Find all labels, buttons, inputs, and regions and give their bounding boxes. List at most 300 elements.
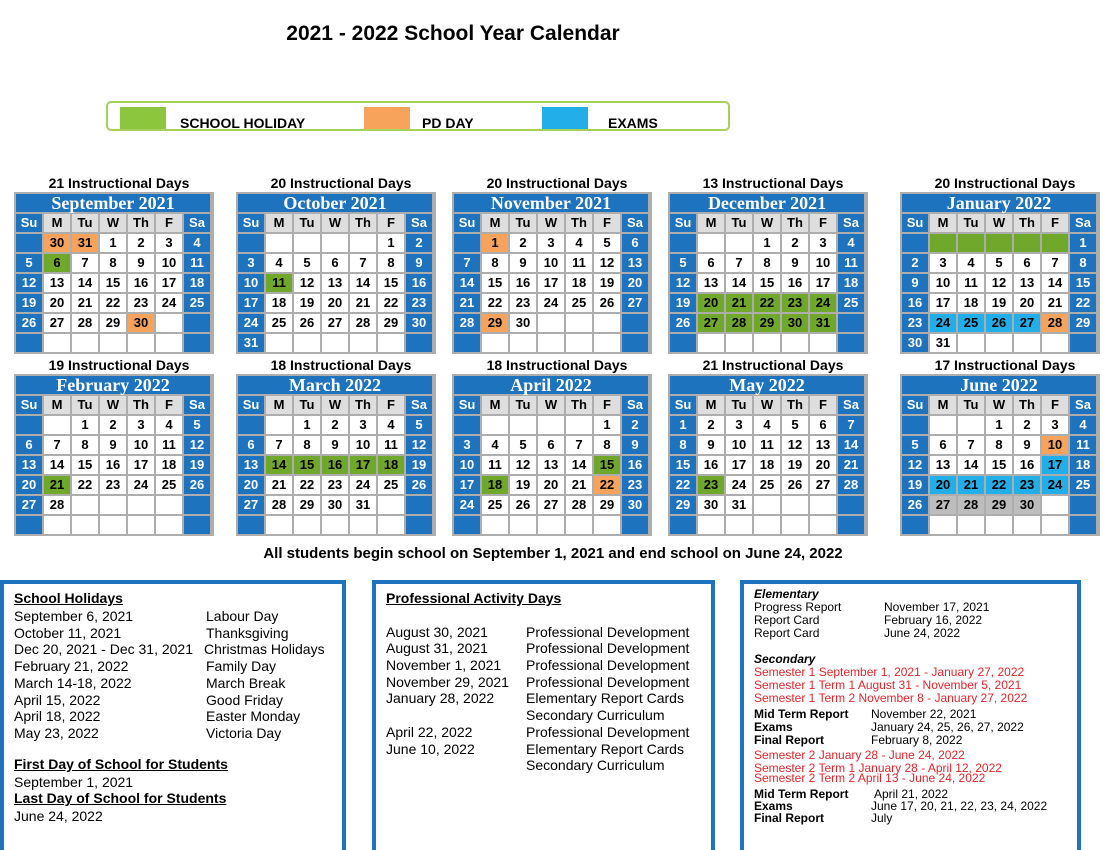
- calendar-empty: [100, 516, 126, 534]
- calendar-empty: [16, 334, 42, 352]
- instructional-days: 20 Instructional Days: [270, 175, 412, 191]
- calendar-empty: [238, 234, 264, 252]
- calendar-empty: [238, 516, 264, 534]
- calendar-day: 20: [1014, 294, 1040, 312]
- weekday-header: Tu: [958, 214, 984, 232]
- calendar-empty: [810, 334, 836, 352]
- page-title: 2021 - 2022 School Year Calendar: [286, 22, 620, 45]
- calendar-day: 17: [726, 456, 752, 474]
- calendar-day: 29: [754, 314, 780, 332]
- pd-description: Secondary Curriculum: [526, 707, 665, 723]
- month-calendar: [900, 174, 1110, 354]
- month-name: January 2022: [902, 194, 1096, 212]
- pd-date: January 28, 2022: [386, 690, 495, 706]
- calendar-day: 14: [958, 456, 984, 474]
- mid-term-value-2: April 21, 2022: [874, 787, 949, 801]
- calendar-day: 11: [754, 436, 780, 454]
- calendar-day: 2: [406, 234, 432, 252]
- month-name: February 2022: [16, 376, 210, 394]
- calendar-day: 24: [156, 294, 182, 312]
- calendar-day: 29: [482, 314, 508, 332]
- holiday-name: Victoria Day: [206, 724, 282, 741]
- calendar-empty: [44, 516, 70, 534]
- calendar-day: 22: [986, 476, 1012, 494]
- weekday-header: Su: [454, 396, 480, 414]
- calendar-empty: [238, 416, 264, 434]
- calendar-day: 18: [266, 294, 292, 312]
- calendar-empty: [698, 234, 724, 252]
- calendar-empty: [406, 516, 432, 534]
- calendar-day: 30: [44, 234, 70, 252]
- calendar-day: 9: [510, 254, 536, 272]
- calendar-day: 24: [930, 314, 956, 332]
- calendar-day: 27: [622, 294, 648, 312]
- calendar-day: 7: [72, 254, 98, 272]
- calendar-day: 24: [350, 476, 376, 494]
- calendar-empty: [266, 334, 292, 352]
- calendar-day: 14: [726, 274, 752, 292]
- calendar-day: 11: [838, 254, 864, 272]
- calendar-day: 12: [510, 456, 536, 474]
- calendar-day: 29: [100, 314, 126, 332]
- weekday-header: M: [930, 396, 956, 414]
- calendar-day: 28: [266, 496, 292, 514]
- month-calendar: [668, 356, 878, 536]
- month-calendar: [900, 356, 1110, 536]
- calendar-day: 26: [782, 476, 808, 494]
- weekday-header: F: [810, 214, 836, 232]
- calendar-day: 22: [72, 476, 98, 494]
- calendar-empty: [782, 334, 808, 352]
- calendar-day: 6: [930, 436, 956, 454]
- calendar-day: 15: [72, 456, 98, 474]
- calendar-empty: [538, 314, 564, 332]
- calendar-empty: [594, 334, 620, 352]
- calendar-empty: [930, 516, 956, 534]
- calendar-day: 26: [594, 294, 620, 312]
- weekday-header: M: [266, 214, 292, 232]
- weekday-header: Su: [16, 396, 42, 414]
- calendar-empty: [754, 334, 780, 352]
- calendar-day: 2: [510, 234, 536, 252]
- calendar-day: 25: [482, 496, 508, 514]
- weekday-header: Tu: [726, 396, 752, 414]
- calendar-empty: [266, 416, 292, 434]
- holiday-name: Family Day: [206, 658, 277, 675]
- calendar-day: 6: [538, 436, 564, 454]
- weekday-header: Th: [128, 214, 154, 232]
- calendar-empty: [622, 334, 648, 352]
- calendar-day: 23: [128, 294, 154, 312]
- calendar-day: 30: [406, 314, 432, 332]
- calendar-day: 12: [986, 274, 1012, 292]
- school-dates-note: All students begin school on September 1, 2021 and end school on June 24, 2022: [263, 545, 843, 562]
- weekday-header: F: [594, 396, 620, 414]
- calendar-day: 24: [454, 496, 480, 514]
- calendar-day: 1: [594, 416, 620, 434]
- calendar-day: 10: [454, 456, 480, 474]
- calendar-day: 21: [566, 476, 592, 494]
- weekday-header: M: [44, 214, 70, 232]
- calendar-day: 20: [698, 294, 724, 312]
- calendar-day: 1: [1070, 234, 1096, 252]
- calendar-day: 26: [406, 476, 432, 494]
- weekday-header: Sa: [406, 396, 432, 414]
- weekday-header: M: [482, 396, 508, 414]
- calendar-day: 13: [698, 274, 724, 292]
- month-name: May 2022: [670, 376, 864, 394]
- calendar-day: 13: [538, 456, 564, 474]
- calendar-day: 4: [838, 234, 864, 252]
- weekday-header: W: [322, 396, 348, 414]
- calendar-day: 11: [958, 274, 984, 292]
- calendar-day: 18: [1070, 456, 1096, 474]
- calendar-day: 8: [986, 436, 1012, 454]
- weekday-header: Su: [454, 214, 480, 232]
- calendar-day: 9: [100, 436, 126, 454]
- calendar-empty: [838, 516, 864, 534]
- calendar-day: 19: [184, 456, 210, 474]
- weekday-header: Th: [128, 396, 154, 414]
- exams-label-1: Exams: [754, 720, 793, 734]
- calendar-empty: [1070, 334, 1096, 352]
- calendar-day: 1: [986, 416, 1012, 434]
- calendar-day: 20: [322, 294, 348, 312]
- weekday-header: Su: [902, 396, 928, 414]
- exams-value-1: January 24, 25, 26, 27, 2022: [871, 720, 1024, 734]
- calendar-day: 14: [454, 274, 480, 292]
- calendar-day: 16: [902, 294, 928, 312]
- month-grid: [668, 192, 868, 354]
- calendar-empty: [1014, 516, 1040, 534]
- calendar-day: 7: [350, 254, 376, 272]
- calendar-day: 12: [670, 274, 696, 292]
- calendar-empty: [184, 516, 210, 534]
- calendar-day: 24: [538, 294, 564, 312]
- calendar-day: 2: [128, 234, 154, 252]
- calendar-empty: [782, 496, 808, 514]
- calendar-day: 3: [810, 234, 836, 252]
- calendar-empty: [156, 516, 182, 534]
- month-name: September 2021: [16, 194, 210, 212]
- weekday-header: Sa: [838, 214, 864, 232]
- weekday-header: Th: [782, 396, 808, 414]
- legend-pd-day: PD DAY: [422, 115, 474, 131]
- calendar-day: 20: [538, 476, 564, 494]
- calendar-day: 17: [538, 274, 564, 292]
- calendar-day: 6: [44, 254, 70, 272]
- calendar-empty: [294, 334, 320, 352]
- calendar-day: 14: [266, 456, 292, 474]
- calendar-day: 10: [156, 254, 182, 272]
- calendar-day: 12: [902, 456, 928, 474]
- calendar-empty: [454, 416, 480, 434]
- weekday-header: Th: [782, 214, 808, 232]
- calendar-empty: [128, 334, 154, 352]
- calendar-day: 4: [184, 234, 210, 252]
- mid-term-label-1: Mid Term Report: [754, 707, 849, 721]
- calendar-day: 11: [1070, 436, 1096, 454]
- calendar-day: 8: [294, 436, 320, 454]
- calendar-day: 11: [482, 456, 508, 474]
- calendar-day: 26: [184, 476, 210, 494]
- calendar-day: 10: [1042, 436, 1068, 454]
- secondary-label: Secondary: [754, 652, 816, 666]
- instructional-days: 18 Instructional Days: [270, 357, 412, 373]
- calendar-empty: [482, 416, 508, 434]
- final-report-value-1: February 8, 2022: [871, 733, 963, 747]
- calendar-day: 15: [754, 274, 780, 292]
- calendar-empty: [510, 416, 536, 434]
- calendar-empty: [902, 234, 928, 252]
- calendar-day: 19: [294, 294, 320, 312]
- calendar-empty: [100, 496, 126, 514]
- calendar-empty: [72, 334, 98, 352]
- calendar-day: 10: [128, 436, 154, 454]
- weekday-header: Tu: [510, 214, 536, 232]
- weekday-header: Su: [670, 214, 696, 232]
- calendar-empty: [156, 334, 182, 352]
- calendar-empty: [350, 334, 376, 352]
- weekday-header: Tu: [510, 396, 536, 414]
- calendar-day: 3: [350, 416, 376, 434]
- calendar-day: 28: [72, 314, 98, 332]
- calendar-empty: [16, 516, 42, 534]
- calendar-day: 6: [16, 436, 42, 454]
- calendar-day: 27: [810, 476, 836, 494]
- weekday-header: F: [378, 396, 404, 414]
- calendar-day: 11: [566, 254, 592, 272]
- calendar-day: 2: [1014, 416, 1040, 434]
- calendar-day: 9: [322, 436, 348, 454]
- weekday-header: W: [754, 396, 780, 414]
- month-name: December 2021: [670, 194, 864, 212]
- calendar-day: 9: [1014, 436, 1040, 454]
- calendar-day: 1: [100, 234, 126, 252]
- calendar-day: 6: [1014, 254, 1040, 272]
- calendar-day: 13: [1014, 274, 1040, 292]
- calendar-empty: [838, 496, 864, 514]
- last-day-value: June 24, 2022: [14, 808, 103, 824]
- weekday-header: Sa: [838, 396, 864, 414]
- month-name: June 2022: [902, 376, 1096, 394]
- calendar-day: 17: [810, 274, 836, 292]
- semester2: Semester 2 January 28 - June 24, 2022: [754, 748, 965, 762]
- exams-label-2: Exams: [754, 799, 793, 813]
- calendar-day: 20: [810, 456, 836, 474]
- semester1: Semester 1 September 1, 2021 - January 27, 2022: [754, 665, 1025, 679]
- calendar-day: 10: [238, 274, 264, 292]
- mid-term-label-2: Mid Term Report: [754, 787, 849, 801]
- calendar-empty: [454, 516, 480, 534]
- calendar-day: 15: [378, 274, 404, 292]
- calendar-day: 4: [156, 416, 182, 434]
- calendar-day: 15: [594, 456, 620, 474]
- calendar-day: 16: [322, 456, 348, 474]
- weekday-header: Tu: [72, 396, 98, 414]
- calendar-empty: [986, 334, 1012, 352]
- calendar-day: 2: [100, 416, 126, 434]
- holiday-date: March 14-18, 2022: [14, 674, 132, 691]
- calendar-empty: [1014, 234, 1040, 252]
- instructional-days: 21 Instructional Days: [48, 175, 190, 191]
- legend-exams: EXAMS: [608, 115, 658, 131]
- calendar-empty: [538, 416, 564, 434]
- calendar-day: 8: [482, 254, 508, 272]
- calendar-day: 16: [622, 456, 648, 474]
- school-holidays-panel: [0, 580, 346, 850]
- calendar-empty: [406, 334, 432, 352]
- calendar-day: 23: [1014, 476, 1040, 494]
- calendar-day: 12: [406, 436, 432, 454]
- calendar-day: 26: [986, 314, 1012, 332]
- calendar-empty: [754, 516, 780, 534]
- calendar-day: 6: [810, 416, 836, 434]
- weekday-header: Su: [238, 396, 264, 414]
- calendar-day: 27: [44, 314, 70, 332]
- calendar-empty: [726, 334, 752, 352]
- calendar-day: 23: [100, 476, 126, 494]
- calendar-empty: [698, 334, 724, 352]
- calendar-day: 22: [1070, 294, 1096, 312]
- calendar-day: 1: [378, 234, 404, 252]
- last-day-label: Last Day of School for Students: [14, 790, 227, 806]
- calendar-day: 5: [986, 254, 1012, 272]
- instructional-days: 18 Instructional Days: [486, 357, 628, 373]
- calendar-empty: [156, 496, 182, 514]
- reports-panel: [740, 580, 1081, 850]
- calendar-day: 27: [1014, 314, 1040, 332]
- calendar-day: 17: [350, 456, 376, 474]
- calendar-day: 26: [16, 314, 42, 332]
- calendar-empty: [566, 416, 592, 434]
- calendar-day: 18: [156, 456, 182, 474]
- instructional-days: 13 Instructional Days: [702, 175, 844, 191]
- calendar-day: 5: [510, 436, 536, 454]
- calendar-day: 18: [184, 274, 210, 292]
- calendar-day: 22: [670, 476, 696, 494]
- semester1-term2: Semester 1 Term 2 November 8 - January 27, 2022: [754, 691, 1028, 705]
- calendar-day: 23: [510, 294, 536, 312]
- calendar-day: 2: [698, 416, 724, 434]
- calendar-day: 5: [294, 254, 320, 272]
- calendar-day: 29: [378, 314, 404, 332]
- weekday-header: F: [594, 214, 620, 232]
- elem-value-1: February 16, 2022: [884, 613, 983, 627]
- calendar-empty: [350, 234, 376, 252]
- holiday-name: March Break: [206, 674, 286, 691]
- weekday-header: Tu: [72, 214, 98, 232]
- weekday-header: F: [810, 396, 836, 414]
- holiday-date: October 11, 2021: [14, 624, 122, 641]
- calendar-day: 17: [128, 456, 154, 474]
- weekday-header: Th: [1014, 214, 1040, 232]
- calendar-day: 21: [266, 476, 292, 494]
- calendar-empty: [482, 334, 508, 352]
- calendar-day: 23: [698, 476, 724, 494]
- calendar-day: 22: [378, 294, 404, 312]
- calendar-day: 9: [622, 436, 648, 454]
- elem-value-0: November 17, 2021: [884, 600, 990, 614]
- calendar-empty: [378, 496, 404, 514]
- calendar-empty: [16, 234, 42, 252]
- calendar-empty: [184, 334, 210, 352]
- elem-label-2: Report Card: [754, 626, 820, 640]
- pd-date: April 22, 2022: [386, 724, 473, 740]
- calendar-day: 27: [238, 496, 264, 514]
- calendar-day: 7: [566, 436, 592, 454]
- calendar-empty: [1070, 496, 1096, 514]
- calendar-day: 3: [238, 254, 264, 272]
- calendar-day: 14: [44, 456, 70, 474]
- weekday-header: W: [754, 214, 780, 232]
- calendar-empty: [566, 516, 592, 534]
- calendar-day: 19: [594, 274, 620, 292]
- pd-description: Professional Development: [526, 640, 690, 656]
- calendar-day: 7: [266, 436, 292, 454]
- pd-date: November 29, 2021: [386, 674, 509, 690]
- calendar-empty: [322, 234, 348, 252]
- weekday-header: Sa: [1070, 396, 1096, 414]
- calendar-day: 18: [378, 456, 404, 474]
- calendar-day: 11: [184, 254, 210, 272]
- calendar-day: 8: [594, 436, 620, 454]
- month-calendar: [14, 174, 224, 354]
- calendar-day: 4: [566, 234, 592, 252]
- calendar-day: 20: [16, 476, 42, 494]
- pd-date: June 10, 2022: [386, 741, 475, 757]
- elementary-label: Elementary: [754, 587, 819, 601]
- weekday-header: Th: [350, 214, 376, 232]
- calendar-day: 31: [810, 314, 836, 332]
- calendar-day: 13: [44, 274, 70, 292]
- calendar-day: 2: [322, 416, 348, 434]
- calendar-day: 14: [1042, 274, 1068, 292]
- calendar-day: 17: [238, 294, 264, 312]
- month-name: March 2022: [238, 376, 432, 394]
- calendar-empty: [72, 516, 98, 534]
- pd-description: Secondary Curriculum: [526, 757, 665, 773]
- weekday-header: W: [986, 396, 1012, 414]
- calendar-empty: [958, 334, 984, 352]
- weekday-header: M: [44, 396, 70, 414]
- calendar-empty: [622, 314, 648, 332]
- calendar-day: 4: [754, 416, 780, 434]
- calendar-day: 21: [958, 476, 984, 494]
- weekday-header: Sa: [622, 396, 648, 414]
- calendar-day: 11: [156, 436, 182, 454]
- calendar-empty: [622, 516, 648, 534]
- calendar-day: 28: [44, 496, 70, 514]
- calendar-day: 10: [538, 254, 564, 272]
- weekday-header: F: [378, 214, 404, 232]
- calendar-day: 1: [72, 416, 98, 434]
- calendar-day: 30: [622, 496, 648, 514]
- pd-description: Professional Development: [526, 624, 690, 640]
- weekday-header: Sa: [184, 396, 210, 414]
- calendar-empty: [986, 516, 1012, 534]
- calendar-empty: [72, 496, 98, 514]
- calendar-day: 26: [510, 496, 536, 514]
- calendar-empty: [958, 234, 984, 252]
- calendar-empty: [902, 416, 928, 434]
- weekday-header: Sa: [622, 214, 648, 232]
- pd-date: November 1, 2021: [386, 657, 502, 673]
- calendar-day: 20: [622, 274, 648, 292]
- calendar-day: 14: [350, 274, 376, 292]
- pd-description: Professional Development: [526, 674, 690, 690]
- weekday-header: Sa: [184, 214, 210, 232]
